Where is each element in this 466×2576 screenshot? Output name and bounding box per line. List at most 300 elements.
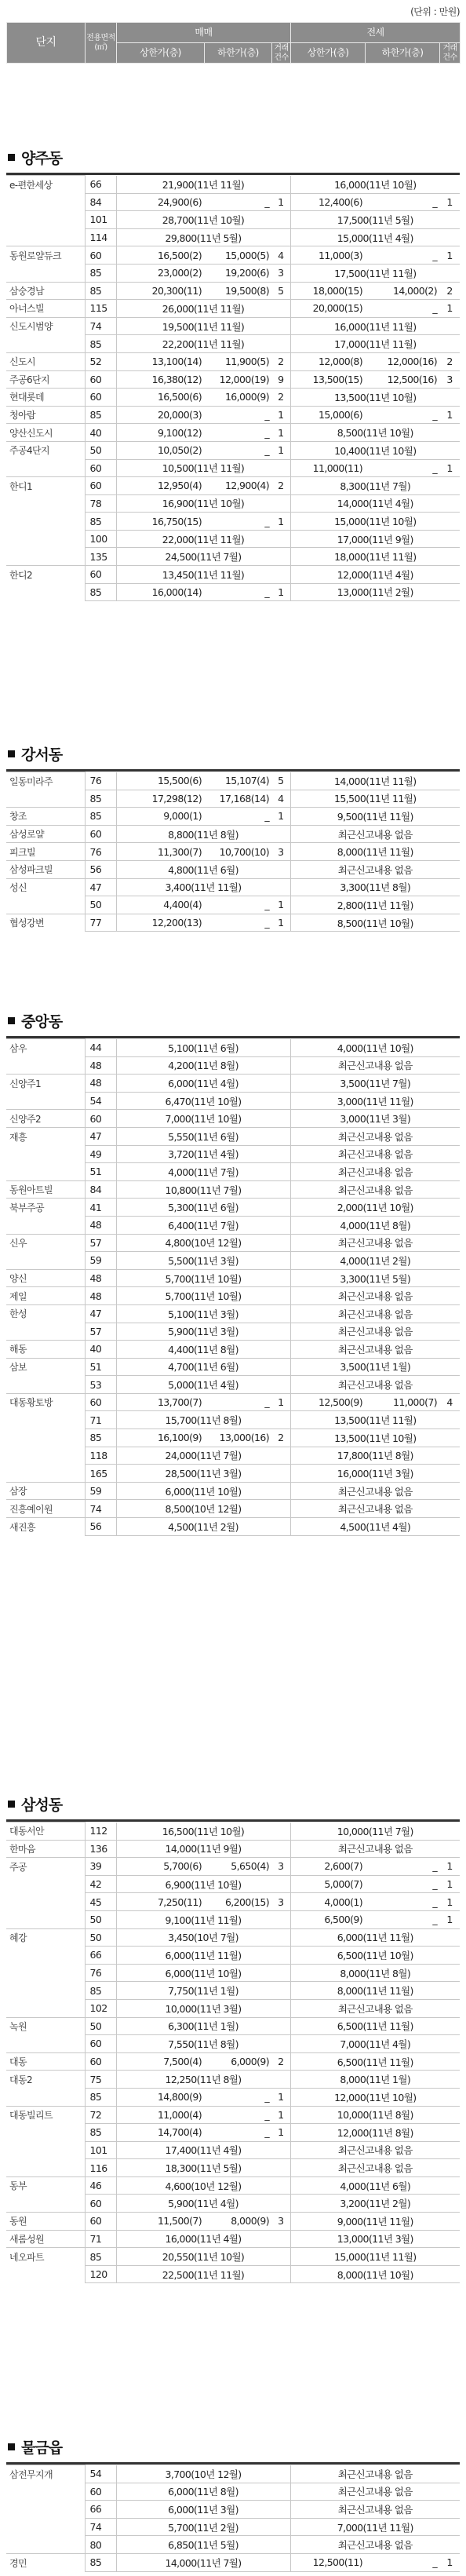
table-row — [6, 300, 460, 318]
sale-price-merged: 13,450(11년 11월) — [116, 566, 290, 584]
jeonse-price-merged: 6,500(11년 10월) — [290, 1947, 460, 1965]
complex-name: 대동2 — [6, 2071, 85, 2089]
complex-name: 경민 — [6, 2553, 85, 2571]
jeonse-price-merged: 최근신고내용 없음 — [290, 1180, 460, 1199]
complex-name — [6, 335, 85, 353]
sale-price-merged: 6,000(11년 10월) — [116, 1964, 290, 1982]
area-cell: 60 — [85, 1110, 116, 1128]
table-row — [6, 1039, 460, 1057]
table-row — [6, 1075, 460, 1093]
table-row — [6, 583, 460, 601]
area-cell: 50 — [85, 2017, 116, 2035]
complex-name — [6, 1429, 85, 1447]
table-row — [6, 1999, 460, 2017]
table-row — [6, 1893, 460, 1911]
sale-price-merged: 6,000(11년 10월) — [116, 1482, 290, 1500]
sale-low-cell: _ — [204, 406, 271, 424]
header-jeonse-count: 거래건수 — [440, 43, 461, 64]
area-cell: 76 — [85, 772, 116, 790]
sale-price-merged: 5,700(11년 10월) — [116, 1269, 290, 1287]
table-row — [6, 2106, 460, 2124]
jeonse-price-merged: 12,000(11년 8월) — [290, 2124, 460, 2142]
jeonse-high-cell: 11,000(11) — [290, 459, 365, 477]
area-cell: 85 — [85, 1982, 116, 2000]
jeonse-price-merged: 최근신고내용 없음 — [290, 1287, 460, 1305]
header-jeonse-high: 상한가(층) — [291, 43, 366, 64]
complex-name — [6, 1875, 85, 1893]
complex-name: 한성 — [6, 1304, 85, 1323]
area-cell: 48 — [85, 1216, 116, 1234]
complex-name — [6, 1893, 85, 1911]
complex-name: 네오파트 — [6, 2248, 85, 2266]
area-cell: 54 — [85, 2465, 116, 2483]
complex-name: 한마음 — [6, 1840, 85, 1858]
area-cell: 60 — [85, 370, 116, 389]
complex-name: 피크빌 — [6, 843, 85, 861]
complex-name — [6, 790, 85, 808]
table-row — [6, 566, 460, 584]
jeonse-price-merged: 최근신고내용 없음 — [290, 1376, 460, 1394]
table-row — [6, 246, 460, 265]
square-bullet-icon — [8, 1801, 15, 1808]
jeonse-count-cell: 1 — [439, 193, 460, 211]
sale-price-merged: 6,000(11년 3월) — [116, 2501, 290, 2519]
jeonse-high-cell: 18,000(15) — [290, 282, 365, 300]
price-table — [6, 772, 460, 932]
table-row — [6, 2553, 460, 2571]
sale-high-cell: 12,200(13) — [116, 914, 204, 932]
jeonse-price-merged: 최근신고내용 없음 — [290, 1145, 460, 1163]
table-row — [6, 1447, 460, 1465]
table-row — [6, 2465, 460, 2483]
table-row — [6, 896, 460, 914]
sale-low-cell: 5,650(4) — [204, 1858, 271, 1876]
sale-low-cell: 17,168(14) — [204, 790, 271, 808]
sale-price-merged: 3,700(10년 12월) — [116, 2465, 290, 2483]
jeonse-low-cell: _ — [365, 1875, 439, 1893]
jeonse-price-merged: 최근신고내용 없음 — [290, 2465, 460, 2483]
jeonse-count-cell: 1 — [439, 300, 460, 318]
jeonse-price-merged: 13,500(11년 11월) — [290, 1411, 460, 1429]
sale-low-cell: 6,200(15) — [204, 1893, 271, 1911]
area-cell: 56 — [85, 860, 116, 878]
table-row — [6, 1376, 460, 1394]
area-cell: 66 — [85, 2501, 116, 2519]
jeonse-price-merged: 10,400(11년 10월) — [290, 441, 460, 459]
area-cell: 48 — [85, 1269, 116, 1287]
square-bullet-icon — [8, 750, 15, 757]
area-cell: 59 — [85, 1482, 116, 1500]
table-row — [6, 1287, 460, 1305]
area-cell: 48 — [85, 1075, 116, 1093]
area-cell: 100 — [85, 530, 116, 548]
jeonse-price-merged: 최근신고내용 없음 — [290, 1234, 460, 1252]
table-row — [6, 389, 460, 407]
sale-high-cell: 16,750(15) — [116, 513, 204, 531]
area-cell: 40 — [85, 1341, 116, 1359]
complex-name — [6, 1447, 85, 1465]
table-row — [6, 264, 460, 282]
complex-name: 신양주1 — [6, 1075, 85, 1093]
area-cell: 116 — [85, 2159, 116, 2177]
sale-low-cell: _ — [204, 914, 271, 932]
square-bullet-icon — [8, 2443, 15, 2450]
area-cell: 50 — [85, 441, 116, 459]
complex-name: 삼보 — [6, 1358, 85, 1376]
table-row — [6, 406, 460, 424]
jeonse-price-merged: 3,500(11년 1월) — [290, 1358, 460, 1376]
jeonse-price-merged: 17,500(11년 5월) — [290, 211, 460, 229]
section-2 — [6, 1005, 460, 1536]
header-complex: 단지 — [7, 23, 86, 64]
area-cell: 165 — [85, 1465, 116, 1483]
jeonse-price-merged: 16,000(11년 10월) — [290, 176, 460, 194]
area-cell: 112 — [85, 1823, 116, 1841]
sale-price-merged: 4,400(11년 8월) — [116, 1341, 290, 1359]
table-row — [6, 1840, 460, 1858]
jeonse-price-merged: 9,500(11년 11월) — [290, 808, 460, 826]
complex-name: 해동 — [6, 1341, 85, 1359]
jeonse-price-merged: 13,000(11년 3월) — [290, 2230, 460, 2248]
area-cell: 60 — [85, 566, 116, 584]
sale-low-cell: 6,000(9) — [204, 2052, 271, 2071]
complex-name — [6, 2518, 85, 2536]
table-row — [6, 2501, 460, 2519]
sale-high-cell: 7,500(4) — [116, 2052, 204, 2071]
jeonse-price-merged: 16,000(11년 11월) — [290, 317, 460, 335]
complex-name: 혜강 — [6, 1928, 85, 1947]
complex-name — [6, 1982, 85, 2000]
jeonse-price-merged: 최근신고내용 없음 — [290, 1323, 460, 1341]
sale-count-cell: 5 — [271, 772, 290, 790]
complex-name — [6, 1323, 85, 1341]
jeonse-price-merged: 17,800(11년 8월) — [290, 1447, 460, 1465]
jeonse-price-merged: 13,500(11년 10월) — [290, 1429, 460, 1447]
table-row — [6, 1465, 460, 1483]
complex-name — [6, 2536, 85, 2554]
sale-count-cell: 1 — [271, 583, 290, 601]
section-title-text: 중앙동 — [21, 1013, 63, 1031]
jeonse-price-merged: 2,800(11년 11월) — [290, 896, 460, 914]
jeonse-count-cell: 2 — [439, 352, 460, 370]
sale-high-cell: 16,000(14) — [116, 583, 204, 601]
jeonse-price-merged: 최근신고내용 없음 — [290, 860, 460, 878]
complex-name — [6, 211, 85, 229]
sale-price-merged: 22,500(11년 11월) — [116, 2265, 290, 2283]
complex-name: 새롬성원 — [6, 2230, 85, 2248]
area-cell: 60 — [85, 459, 116, 477]
jeonse-price-merged: 12,000(11년 4월) — [290, 566, 460, 584]
sale-price-merged: 19,500(11년 11월) — [116, 317, 290, 335]
area-cell: 50 — [85, 1928, 116, 1947]
area-cell: 51 — [85, 1163, 116, 1181]
section-1 — [6, 738, 460, 932]
area-cell: 60 — [85, 389, 116, 407]
sale-count-cell: 1 — [271, 193, 290, 211]
table-row — [6, 825, 460, 843]
table-row — [6, 228, 460, 246]
sale-low-cell: 10,700(10) — [204, 843, 271, 861]
sale-count-cell: 1 — [271, 896, 290, 914]
sale-price-merged: 6,300(11년 1월) — [116, 2017, 290, 2035]
jeonse-low-cell: 11,000(7) — [365, 1393, 439, 1411]
section-0 — [6, 141, 460, 601]
sale-high-cell: 5,700(6) — [116, 1858, 204, 1876]
jeonse-high-cell: 15,000(6) — [290, 406, 365, 424]
table-row — [6, 513, 460, 531]
complex-name: 제일 — [6, 1287, 85, 1305]
jeonse-price-merged: 최근신고내용 없음 — [290, 1127, 460, 1145]
jeonse-price-merged: 2,000(11년 10월) — [290, 1199, 460, 1217]
jeonse-price-merged: 15,000(11년 10월) — [290, 513, 460, 531]
sale-high-cell: 16,380(12) — [116, 370, 204, 389]
jeonse-price-merged: 7,000(11년 4월) — [290, 2035, 460, 2053]
complex-name — [6, 2035, 85, 2053]
area-cell: 114 — [85, 228, 116, 246]
area-cell: 47 — [85, 878, 116, 896]
area-cell: 60 — [85, 246, 116, 265]
complex-name — [6, 2124, 85, 2142]
table-row — [6, 1145, 460, 1163]
price-table — [6, 2465, 460, 2572]
jeonse-high-cell: 12,500(11) — [290, 2553, 365, 2571]
jeonse-price-merged: 최근신고내용 없음 — [290, 1999, 460, 2017]
complex-name — [6, 264, 85, 282]
sale-price-merged: 16,000(11년 4월) — [116, 2230, 290, 2248]
jeonse-price-merged: 17,000(11년 11월) — [290, 335, 460, 353]
header-sale-high: 상한가(층) — [117, 43, 205, 64]
sale-count-cell: 3 — [271, 1893, 290, 1911]
complex-name — [6, 1216, 85, 1234]
sale-price-merged: 5,700(11년 2월) — [116, 2518, 290, 2536]
complex-name — [6, 2265, 85, 2283]
complex-name: 새진흥 — [6, 1518, 85, 1536]
sale-price-merged: 4,800(11년 6월) — [116, 860, 290, 878]
complex-name — [6, 2195, 85, 2213]
sale-price-merged: 18,300(11년 5월) — [116, 2159, 290, 2177]
area-cell: 40 — [85, 424, 116, 442]
sale-price-merged: 20,550(11년 10월) — [116, 2248, 290, 2266]
sale-price-merged: 4,200(11년 8월) — [116, 1056, 290, 1075]
area-cell: 46 — [85, 2176, 116, 2195]
area-cell: 53 — [85, 1376, 116, 1394]
table-row — [6, 2536, 460, 2554]
jeonse-price-merged: 8,000(11년 8월) — [290, 1964, 460, 1982]
jeonse-price-merged: 3,200(11년 2월) — [290, 2195, 460, 2213]
sale-price-merged: 5,550(11년 6월) — [116, 1127, 290, 1145]
jeonse-low-cell: _ — [365, 459, 439, 477]
sale-count-cell: 1 — [271, 808, 290, 826]
area-cell: 39 — [85, 1858, 116, 1876]
header-sale-count: 거래건수 — [272, 43, 291, 64]
section-title — [6, 141, 460, 173]
jeonse-price-merged: 6,000(11년 11월) — [290, 1928, 460, 1947]
sale-low-cell: _ — [204, 2088, 271, 2106]
sale-price-merged: 8,500(10년 12월) — [116, 1500, 290, 1518]
complex-name: 동원아트빌 — [6, 1180, 85, 1199]
table-row — [6, 808, 460, 826]
sale-price-merged: 3,720(11년 4월) — [116, 1145, 290, 1163]
complex-name: 동원 — [6, 2213, 85, 2231]
section-title-text: 강서동 — [21, 746, 63, 764]
sale-count-cell: 1 — [271, 2124, 290, 2142]
sale-count-cell: 4 — [271, 246, 290, 265]
section-title — [6, 1788, 460, 1819]
table-row — [6, 2088, 460, 2106]
jeonse-price-merged: 15,000(11년 11월) — [290, 2248, 460, 2266]
sale-count-cell: 1 — [271, 2106, 290, 2124]
table-row — [6, 1500, 460, 1518]
table-row — [6, 2265, 460, 2283]
jeonse-price-merged: 13,000(11년 2월) — [290, 583, 460, 601]
jeonse-high-cell: 12,000(8) — [290, 352, 365, 370]
complex-name: 삼성로얄 — [6, 825, 85, 843]
area-cell: 45 — [85, 1893, 116, 1911]
sale-price-merged: 21,900(11년 11월) — [116, 176, 290, 194]
jeonse-low-cell: _ — [365, 1858, 439, 1876]
sale-high-cell: 7,250(11) — [116, 1893, 204, 1911]
sale-price-merged: 3,450(10년 7월) — [116, 1928, 290, 1947]
area-cell: 48 — [85, 1287, 116, 1305]
sale-price-merged: 5,900(11년 4월) — [116, 2195, 290, 2213]
complex-name: 삼전무지개 — [6, 2465, 85, 2483]
sale-low-cell: _ — [204, 808, 271, 826]
section-title — [6, 2431, 460, 2462]
complex-name: 녹원 — [6, 2017, 85, 2035]
jeonse-count-cell: 1 — [439, 1893, 460, 1911]
table-row — [6, 1947, 460, 1965]
complex-name: 주공4단지 — [6, 441, 85, 459]
jeonse-price-merged: 3,300(11년 8월) — [290, 878, 460, 896]
sale-price-merged: 29,800(11년 5월) — [116, 228, 290, 246]
sale-high-cell: 10,050(2) — [116, 441, 204, 459]
jeonse-price-merged: 6,500(11년 11월) — [290, 2017, 460, 2035]
area-cell: 54 — [85, 1092, 116, 1110]
table-row — [6, 1858, 460, 1876]
table-row — [6, 1928, 460, 1947]
complex-name: 협성강변 — [6, 914, 85, 932]
complex-name: 삼장 — [6, 1482, 85, 1500]
header-area: 전용면적(㎡) — [86, 23, 117, 64]
area-cell: 80 — [85, 2536, 116, 2554]
jeonse-price-merged: 최근신고내용 없음 — [290, 2483, 460, 2501]
sale-price-merged: 8,800(11년 8월) — [116, 825, 290, 843]
table-row — [6, 2124, 460, 2142]
sale-price-merged: 5,500(11년 3월) — [116, 1252, 290, 1270]
square-bullet-icon — [8, 1017, 15, 1024]
jeonse-count-cell: 1 — [439, 459, 460, 477]
area-cell: 85 — [85, 406, 116, 424]
jeonse-price-merged: 6,500(11년 11월) — [290, 2052, 460, 2071]
area-cell: 77 — [85, 914, 116, 932]
sale-high-cell: 24,900(6) — [116, 193, 204, 211]
jeonse-price-merged: 3,500(11년 7월) — [290, 1075, 460, 1093]
sale-low-cell: _ — [204, 441, 271, 459]
complex-name: 청아람 — [6, 406, 85, 424]
complex-name — [6, 1411, 85, 1429]
jeonse-price-merged: 최근신고내용 없음 — [290, 1304, 460, 1323]
jeonse-count-cell: 4 — [439, 1393, 460, 1411]
sale-price-merged: 7,550(11년 8월) — [116, 2035, 290, 2053]
jeonse-high-cell: 20,000(15) — [290, 300, 365, 318]
table-row — [6, 2213, 460, 2231]
jeonse-count-cell: 1 — [439, 246, 460, 265]
area-cell: 47 — [85, 1304, 116, 1323]
complex-name — [6, 494, 85, 513]
complex-name — [6, 193, 85, 211]
jeonse-low-cell: _ — [365, 1910, 439, 1928]
table-row — [6, 1180, 460, 1199]
table-row — [6, 211, 460, 229]
sale-low-cell: _ — [204, 896, 271, 914]
sale-price-merged: 5,700(11년 10월) — [116, 1287, 290, 1305]
sale-price-merged: 7,000(11년 10월) — [116, 1110, 290, 1128]
area-cell: 60 — [85, 2052, 116, 2071]
area-cell: 66 — [85, 176, 116, 194]
sale-price-merged: 10,000(11년 3월) — [116, 1999, 290, 2017]
sale-price-merged: 6,470(11년 10월) — [116, 1092, 290, 1110]
sale-low-cell: _ — [204, 583, 271, 601]
table-row — [6, 1411, 460, 1429]
table-row — [6, 1429, 460, 1447]
table-row — [6, 1393, 460, 1411]
sale-high-cell: 16,100(9) — [116, 1429, 204, 1447]
complex-name: e-편한세상 — [6, 176, 85, 194]
area-cell: 101 — [85, 2141, 116, 2159]
area-cell: 60 — [85, 1393, 116, 1411]
area-cell: 85 — [85, 808, 116, 826]
sale-price-merged: 6,850(11년 5월) — [116, 2536, 290, 2554]
area-cell: 101 — [85, 211, 116, 229]
jeonse-high-cell: 12,500(9) — [290, 1393, 365, 1411]
section-title — [6, 1005, 460, 1036]
table-row — [6, 1875, 460, 1893]
sale-price-merged: 3,400(11년 11월) — [116, 878, 290, 896]
table-row — [6, 2159, 460, 2177]
sale-price-merged: 24,000(11년 7월) — [116, 1447, 290, 1465]
complex-name: 재흥 — [6, 1127, 85, 1145]
price-table — [6, 1038, 460, 1536]
complex-name: 한디2 — [6, 566, 85, 584]
table-row — [6, 1269, 460, 1287]
table-row — [6, 1323, 460, 1341]
sale-high-cell: 23,000(2) — [116, 264, 204, 282]
area-cell: 76 — [85, 1964, 116, 1982]
sale-low-cell: 11,900(5) — [204, 352, 271, 370]
table-row — [6, 1163, 460, 1181]
sale-price-merged: 28,500(11년 3월) — [116, 1465, 290, 1483]
sale-count-cell: 1 — [271, 1393, 290, 1411]
table-row — [6, 193, 460, 211]
sale-count-cell: 4 — [271, 790, 290, 808]
header-sale: 매매 — [117, 23, 291, 43]
jeonse-low-cell: _ — [365, 1893, 439, 1911]
area-cell: 48 — [85, 1056, 116, 1075]
jeonse-price-merged: 3,000(11년 3월) — [290, 1110, 460, 1128]
jeonse-price-merged: 14,000(11년 11월) — [290, 772, 460, 790]
complex-name — [6, 2159, 85, 2177]
jeonse-low-cell: 12,000(16) — [365, 352, 439, 370]
complex-name: 삼숭경남 — [6, 282, 85, 300]
sale-count-cell: 3 — [271, 1858, 290, 1876]
jeonse-high-cell: 5,000(7) — [290, 1875, 365, 1893]
jeonse-price-merged: 최근신고내용 없음 — [290, 1840, 460, 1858]
complex-name: 대동 — [6, 2052, 85, 2071]
area-cell: 56 — [85, 1518, 116, 1536]
jeonse-price-merged: 4,000(11년 6월) — [290, 2176, 460, 2195]
sale-high-cell: 13,100(14) — [116, 352, 204, 370]
area-cell: 60 — [85, 2035, 116, 2053]
